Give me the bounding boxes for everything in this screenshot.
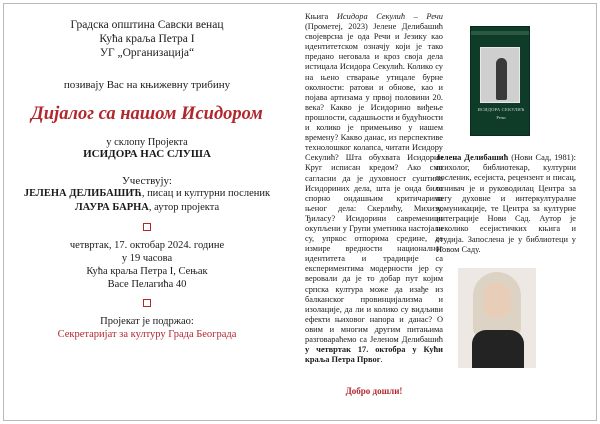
support-label: Пројекат је подржао:	[100, 316, 194, 327]
participant-2-name: ЛАУРА БАРНА	[74, 202, 149, 213]
participant-2-role: , аутор пројекта	[148, 202, 220, 213]
desc-date-bold: у четвртак 17. октобра у Кући краља Петра Првог	[305, 345, 443, 365]
within-label: у склопу Пројекта	[106, 137, 188, 148]
square-bullet-icon	[143, 299, 151, 307]
participant-1-name: ЈЕЛЕНА ДЕЛИБАШИЋ	[23, 188, 142, 199]
description-text	[305, 12, 443, 365]
supporter-name: Секретаријат за културу Града Београда	[57, 329, 237, 340]
book-cover-figure	[496, 58, 507, 100]
portrait-face	[483, 282, 511, 318]
book-cover-title: ИСИДОРА СЕКУЛИЋ	[477, 107, 525, 112]
portrait-body	[472, 330, 524, 368]
desc-body: (Прометеј, 2023) Јелене Делибашић својеврсна је ода Речи и Језику као идентитетском означју који је тако предано неговала и кроз своја дела истицала Исидора Секулић. Колико су на њено стварање утицале бурне околности: ратови и обнове, као и појава артизама у првој половини 20. века? Какво је Исидорино виђење прошлости, садашњости и будућности и колико је примењиво у нашем времену? Какво данас, из перспективе технолошког колапса, читати Исидору Секулић? Шта обухвата Исидорин Круг исписан кредом? Ако смо сагласни да је духовност суштина Исидориних дела, шта је онда било спорно ондашњим критичарима њеног дела: Скерлићу, Михизу, Ђиласу? Исидорини савременици окупљени у Групи уметника настојали су, упркос отпорима средине, да измире вредности националног идентитета и традиције са експериментима модерности јер су веровали да је то добар пут којим српска култура може да изађе из балканског провинцијализма и изолације, да ли и колико су видљиви ефекти њиховог напора и данас? О овим и многим другим питањима разговараћемо са Јеленом Делибашић	[305, 22, 443, 344]
event-title: Дијалог са нашом Исидором	[31, 104, 263, 124]
author-bio-text: (Нови Сад, 1981): психолог, библиотекар, културни посленик, есејиста, рецензент и писац, оснивач је и руководилац Центра за негу духовне и интеркултуралне комуникације, те Центра за културне интеграције Нови Сад. Аутор је неколико есејистичких књига и студија. Запослена је у библиотеци у Новом Саду.	[436, 153, 576, 254]
desc-lead-a: Књига	[305, 12, 337, 21]
event-venue: Кућа краља Петра I, Сењак	[86, 266, 208, 277]
welcome-text: Добро дошли!	[345, 386, 403, 396]
invitation-column	[6, 18, 288, 342]
desc-end: .	[380, 355, 383, 365]
event-date: четвртак, 17. октобар 2024. године	[69, 240, 225, 251]
org-line-1: Градска општина Савски венац	[70, 19, 224, 31]
invite-text: позивају Вас на књижевну трибину	[63, 79, 231, 91]
participants-label: Учествују:	[122, 175, 172, 187]
author-portrait-image	[458, 268, 536, 368]
book-cover-image	[470, 26, 530, 136]
square-bullet-icon	[143, 223, 151, 231]
book-cover-strip	[471, 31, 529, 35]
project-name: ИСИДОРА НАС СЛУША	[83, 148, 211, 160]
event-time: у 19 часова	[121, 253, 173, 264]
participant-1-role: , писац и културни посленик	[141, 188, 271, 199]
book-cover-photo	[480, 47, 520, 103]
author-name: Јелена Делибашић	[436, 153, 509, 162]
participant-2	[6, 201, 288, 215]
event-address: Васе Пелагића 40	[107, 279, 187, 290]
desc-book-title: Исидора Секулић – Речи	[336, 12, 443, 21]
org-line-2: Кућа краља Петра I	[99, 33, 195, 45]
org-line-3: УГ „Организација“	[99, 47, 195, 59]
book-cover-subtitle: Речи	[496, 115, 506, 120]
participant-1	[6, 187, 288, 201]
author-bio	[436, 153, 576, 255]
